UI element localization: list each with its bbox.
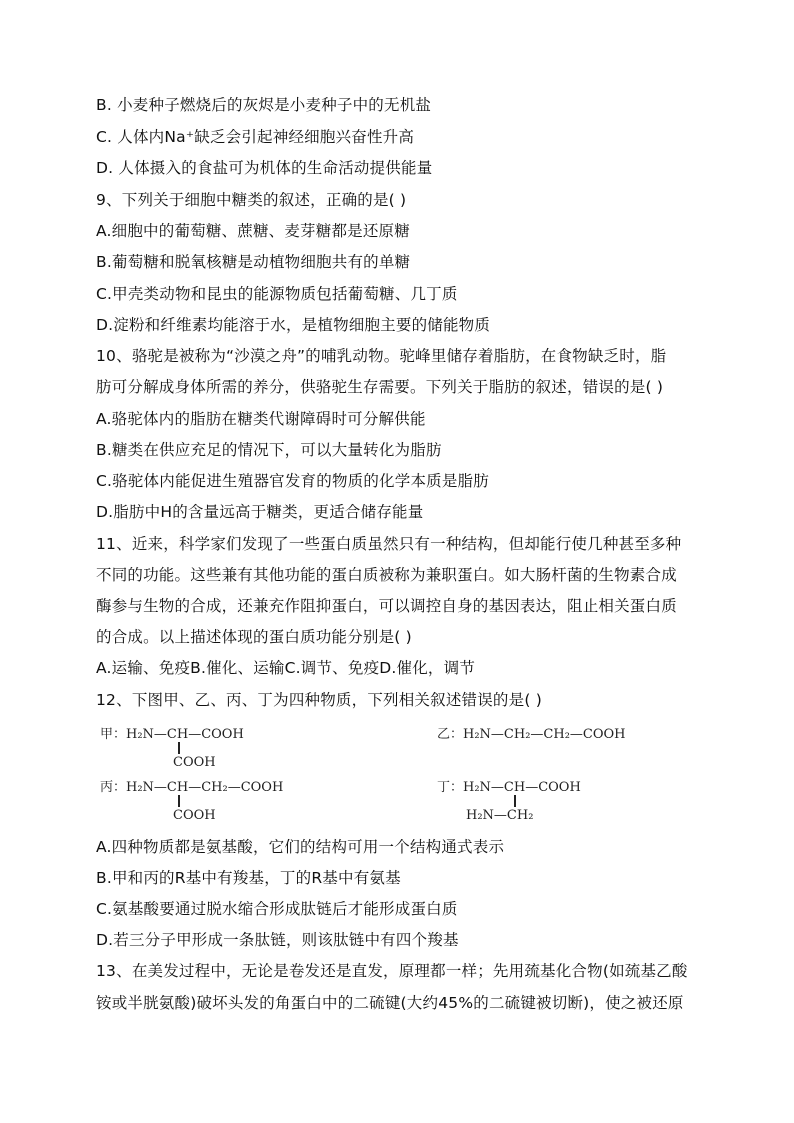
formula-bing: 丙：H₂N—CH—CH₂—COOH <box>100 780 284 795</box>
question-13-line-2: 铵或半胱氨酸)破坏头发的角蛋白中的二硫键(大约45%的二硫键被切断)，使之被还原 <box>96 994 684 1012</box>
bond-line <box>178 742 180 754</box>
option-12a: A.四种物质都是氨基酸，它们的结构可用一个结构通式表示 <box>96 838 505 856</box>
option-12d: D.若三分子甲形成一条肽链，则该肽链中有四个羧基 <box>96 931 459 949</box>
question-9: 9、下列关于细胞中糖类的叙述，正确的是( ) <box>96 191 407 209</box>
option-9a: A.细胞中的葡萄糖、蔗糖、麦芽糖都是还原糖 <box>96 222 410 240</box>
question-11-line-2: 不同的功能。这些兼有其他功能的蛋白质被称为兼职蛋白。如大肠杆菌的生物素合成 <box>96 566 677 584</box>
option-10b: B.糖类在供应充足的情况下，可以大量转化为脂肪 <box>96 441 442 459</box>
question-13-line-1: 13、在美发过程中，无论是卷发还是直发，原理都一样；先用巯基化合物(如巯基乙酸 <box>96 962 688 980</box>
formula-ding: 丁：H₂N—CH—COOH <box>437 780 581 795</box>
question-10-line-2: 肪可分解成身体所需的养分，供骆驼生存需要。下列关于脂肪的叙述，错误的是( ) <box>96 378 664 396</box>
formula-bing-side: COOH <box>173 808 216 823</box>
formula-ding-side: H₂N—CH₂ <box>466 808 534 823</box>
question-12: 12、下图甲、乙、丙、丁为四种物质，下列相关叙述错误的是( ) <box>96 691 542 709</box>
option-8b: B. 小麦种子燃烧后的灰烬是小麦种子中的无机盐 <box>96 96 432 114</box>
formula-yi: 乙：H₂N—CH₂—CH₂—COOH <box>437 727 626 742</box>
question-11-line-4: 的合成。以上描述体现的蛋白质功能分别是( ) <box>96 628 412 646</box>
question-11-line-3: 酶参与生物的合成，还兼充作阻抑蛋白，可以调控自身的基因表达，阻止相关蛋白质 <box>96 597 677 615</box>
bond-line <box>514 795 516 807</box>
option-10c: C.骆驼体内能促进生殖器官发育的物质的化学本质是脂肪 <box>96 472 489 490</box>
formula-jia-side: COOH <box>173 755 216 770</box>
formula-jia: 甲：H₂N—CH—COOH <box>100 727 244 742</box>
bond-line <box>178 795 180 807</box>
option-8c: C. 人体内Na⁺缺乏会引起神经细胞兴奋性升高 <box>96 128 415 146</box>
question-11-line-1: 11、近来，科学家们发现了一些蛋白质虽然只有一种结构，但却能行使几种甚至多种 <box>96 535 682 553</box>
question-10-line-1: 10、骆驼是被称为“沙漠之舟”的哺乳动物。驼峰里储存着脂肪，在食物缺乏时，脂 <box>96 347 667 365</box>
option-12b: B.甲和丙的R基中有羧基，丁的R基中有氨基 <box>96 869 401 887</box>
option-9c: C.甲壳类动物和昆虫的能源物质包括葡萄糖、几丁质 <box>96 285 458 303</box>
option-12c: C.氨基酸要通过脱水缩合形成肽链后才能形成蛋白质 <box>96 900 458 918</box>
option-10d: D.脂肪中H的含量远高于糖类，更适合储存能量 <box>96 503 424 521</box>
option-8d: D. 人体摄入的食盐可为机体的生命活动提供能量 <box>96 159 433 177</box>
options-11: A.运输、免疫B.催化、运输C.调节、免疫D.催化，调节 <box>96 659 476 677</box>
option-10a: A.骆驼体内的脂肪在糖类代谢障碍时可分解供能 <box>96 410 426 428</box>
option-9d: D.淀粉和纤维素均能溶于水，是植物细胞主要的储能物质 <box>96 316 491 334</box>
option-9b: B.葡萄糖和脱氧核糖是动植物细胞共有的单糖 <box>96 253 411 271</box>
